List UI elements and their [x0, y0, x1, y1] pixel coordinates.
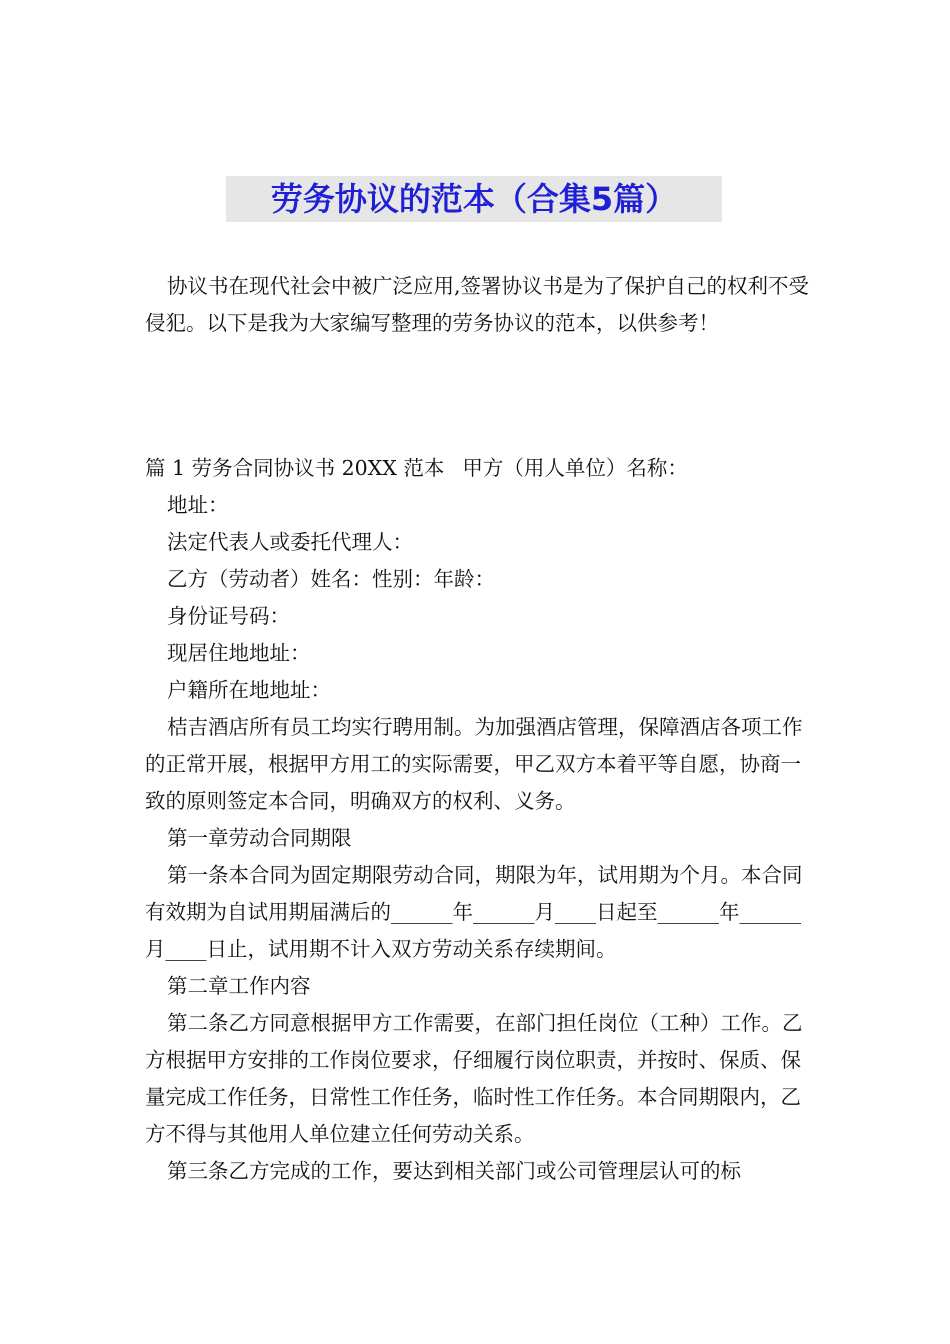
current-address-field: 现居住地地址：	[167, 641, 311, 665]
article-1-paragraph: 第一条本合同为固定期限劳动合同，期限为年，试用期为个月。本合同有效期为自试用期届满后的______年______月____日起至______年______月____日止，试用期不计入双方劳动关系存续期间。	[145, 863, 803, 961]
party-a-name-field: 甲方（用人单位）名称：	[462, 456, 688, 480]
contract-section	[145, 450, 815, 1190]
article-2-paragraph: 第二条乙方同意根据甲方工作需要，在部门担任岗位（工种）工作。乙方根据甲方安排的工作岗位要求，仔细履行岗位职责，并按时、保质、保量完成工作任务，日常性工作任务，临时性工作任务。本合同期限内，乙方不得与其他用人单位建立任何劳动关系。	[145, 1011, 803, 1146]
section-heading-line	[145, 450, 815, 487]
article-3-paragraph: 第三条乙方完成的工作，要达到相关部门或公司管理层认可的标	[167, 1159, 741, 1183]
legal-rep-field: 法定代表人或委托代理人：	[167, 530, 413, 554]
chapter-1-heading: 第一章劳动合同期限	[167, 826, 352, 850]
intro-paragraph: 协议书在现代社会中被广泛应用,签署协议书是为了保护自己的权利不受侵犯。以下是我为大家编写整理的劳务协议的范本，以供参考！	[145, 274, 810, 335]
id-number-field: 身份证号码：	[167, 604, 290, 628]
document-title: 劳务协议的范本（合集5篇）	[226, 176, 722, 222]
household-address-field: 户籍所在地地址：	[167, 678, 331, 702]
address-field: 地址：	[167, 493, 229, 517]
preamble-paragraph: 桔吉酒店所有员工均实行聘用制。为加强酒店管理，保障酒店各项工作的正常开展，根据甲方用工的实际需要，甲乙双方本着平等自愿，协商一致的原则签定本合同，明确双方的权利、义务。	[145, 715, 803, 813]
party-b-field: 乙方（劳动者）姓名：性别：年龄：	[167, 567, 495, 591]
chapter-2-heading: 第二章工作内容	[167, 974, 311, 998]
section-heading: 篇 1 劳务合同协议书 20XX 范本	[145, 456, 445, 480]
